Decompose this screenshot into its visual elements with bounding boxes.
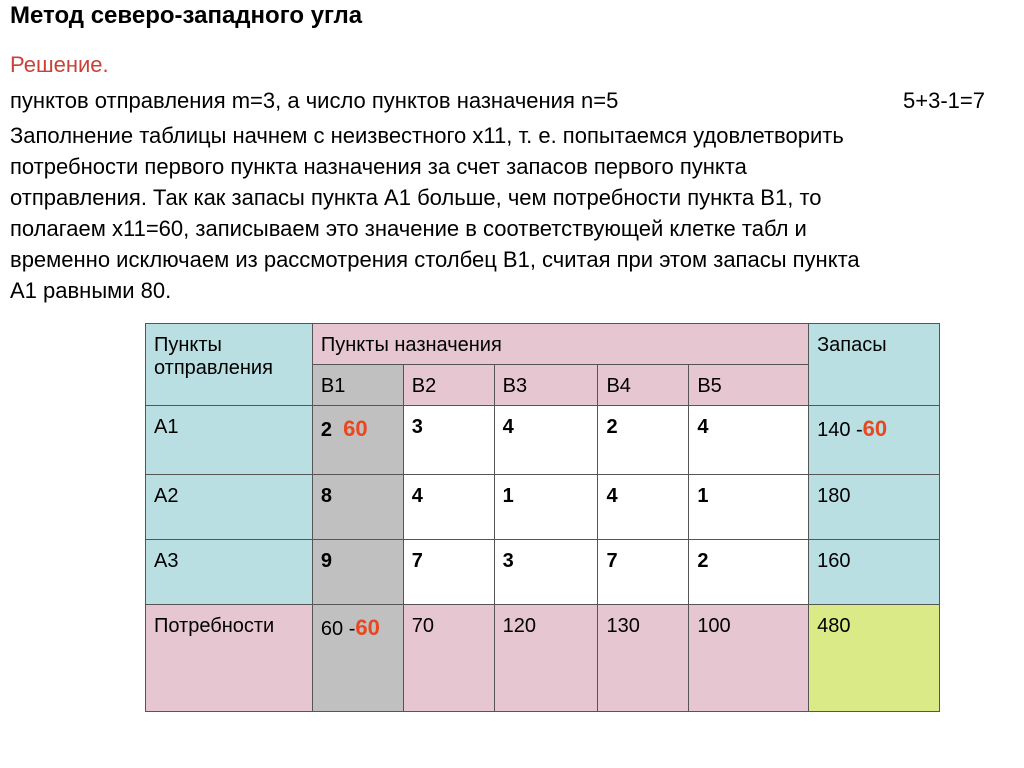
- demand-value: 60 -: [320, 618, 356, 640]
- allocation-value: 60: [343, 416, 368, 441]
- origin-label: А3: [154, 550, 179, 572]
- dest-label: В1: [320, 375, 346, 397]
- cost-cell: [403, 406, 494, 475]
- cost-value: 4: [411, 485, 423, 507]
- header-origins-cell: [146, 324, 313, 406]
- paragraph-line: временно исключаем из рассмотрения столбец В1, считая при этом запасы пункта: [10, 247, 860, 272]
- dest-label: В2: [411, 375, 437, 397]
- header-supply-cell: [809, 324, 940, 406]
- cost-cell: [689, 475, 809, 540]
- total-value: 480: [817, 615, 851, 637]
- demand-cell: [494, 605, 598, 712]
- demand-value: 70: [411, 615, 435, 637]
- dest-header-b3: [494, 365, 598, 406]
- cost-cell: [312, 540, 403, 605]
- cost-value: 4: [606, 485, 618, 507]
- demand-label-cell: [146, 605, 313, 712]
- cost-cell: [598, 406, 689, 475]
- page-title: Метод северо-западного угла: [10, 2, 363, 29]
- transport-table: [145, 323, 940, 712]
- cost-cell: [494, 475, 598, 540]
- basis-count-formula: 5+3-1=7: [903, 88, 985, 113]
- supply-value: 180: [817, 485, 851, 507]
- cost-cell: [598, 540, 689, 605]
- demand-subtraction: 60: [355, 615, 380, 640]
- total-cell: [809, 605, 940, 712]
- paragraph-line: Заполнение таблицы начнем с неизвестного х11, т. е. попытаемся удовлетворить: [10, 123, 844, 148]
- demand-cell-b1: [312, 605, 403, 712]
- cost-cell: [494, 540, 598, 605]
- demand-value: 100: [697, 615, 731, 637]
- cost-value: 2: [606, 416, 618, 438]
- problem-dimensions: пунктов отправления m=3, а число пунктов назначения n=5: [10, 88, 619, 113]
- supply-cell: [809, 406, 940, 475]
- demand-label: Потребности: [154, 615, 275, 637]
- cost-cell: [403, 475, 494, 540]
- header-destinations-cell: [312, 324, 808, 365]
- table-row-demand: [146, 605, 940, 712]
- cost-value: 9: [320, 550, 333, 572]
- supply-cell: [809, 540, 940, 605]
- dest-label: В3: [502, 375, 528, 397]
- table-row-a1: [146, 406, 940, 475]
- cost-value: 3: [411, 416, 423, 438]
- dest-label: В5: [697, 375, 722, 397]
- cost-value: 1: [502, 485, 514, 507]
- demand-cell: [689, 605, 809, 712]
- supply-value: 140 -: [817, 419, 863, 441]
- cost-cell: [689, 406, 809, 475]
- cost-value: 7: [606, 550, 618, 572]
- cost-cell: [494, 406, 598, 475]
- cost-value: 3: [502, 550, 514, 572]
- origin-label-cell: [146, 540, 313, 605]
- paragraph-line: потребности первого пункта назначения за счет запасов первого пункта: [10, 154, 747, 179]
- supply-subtraction: 60: [862, 416, 888, 441]
- origin-label-cell: [146, 406, 313, 475]
- demand-value: 130: [606, 615, 640, 637]
- cost-value: 2: [697, 550, 709, 572]
- demand-value: 120: [502, 615, 536, 637]
- dest-label: В4: [606, 375, 631, 397]
- header-destinations: Пункты назначения: [320, 334, 502, 356]
- table-row-a2: [146, 475, 940, 540]
- explanation-paragraph: [10, 120, 1010, 306]
- paragraph-line: отправления. Так как запасы пункта А1 больше, чем потребности пункта В1, то: [10, 185, 822, 210]
- cost-value: 4: [697, 416, 709, 438]
- origin-label: А1: [154, 416, 179, 438]
- dest-header-b1: [312, 365, 403, 406]
- cost-value: 1: [697, 485, 709, 507]
- paragraph-line: полагаем х11=60, записываем это значение в соответствующей клетке табл и: [10, 216, 807, 241]
- cost-cell: [598, 475, 689, 540]
- cost-cell: [312, 475, 403, 540]
- header-supply: Запасы: [817, 334, 887, 356]
- dest-header-b5: [689, 365, 809, 406]
- cost-value: 8: [320, 485, 333, 507]
- origin-label: А2: [154, 485, 179, 507]
- cost-cell: [403, 540, 494, 605]
- demand-cell: [598, 605, 689, 712]
- table-row-a3: [146, 540, 940, 605]
- demand-cell: [403, 605, 494, 712]
- header-origins: Пункты отправления: [154, 334, 273, 379]
- cost-value: 7: [411, 550, 423, 572]
- cost-cell-a1-b1: [312, 406, 403, 475]
- cost-value: 2: [320, 419, 333, 441]
- dest-header-b2: [403, 365, 494, 406]
- supply-value: 160: [817, 550, 851, 572]
- dest-header-b4: [598, 365, 689, 406]
- paragraph-line: А1 равными 80.: [10, 278, 172, 303]
- cost-value: 4: [502, 416, 514, 438]
- subtitle: Решение.: [10, 52, 109, 77]
- supply-cell: [809, 475, 940, 540]
- origin-label-cell: [146, 475, 313, 540]
- cost-cell: [689, 540, 809, 605]
